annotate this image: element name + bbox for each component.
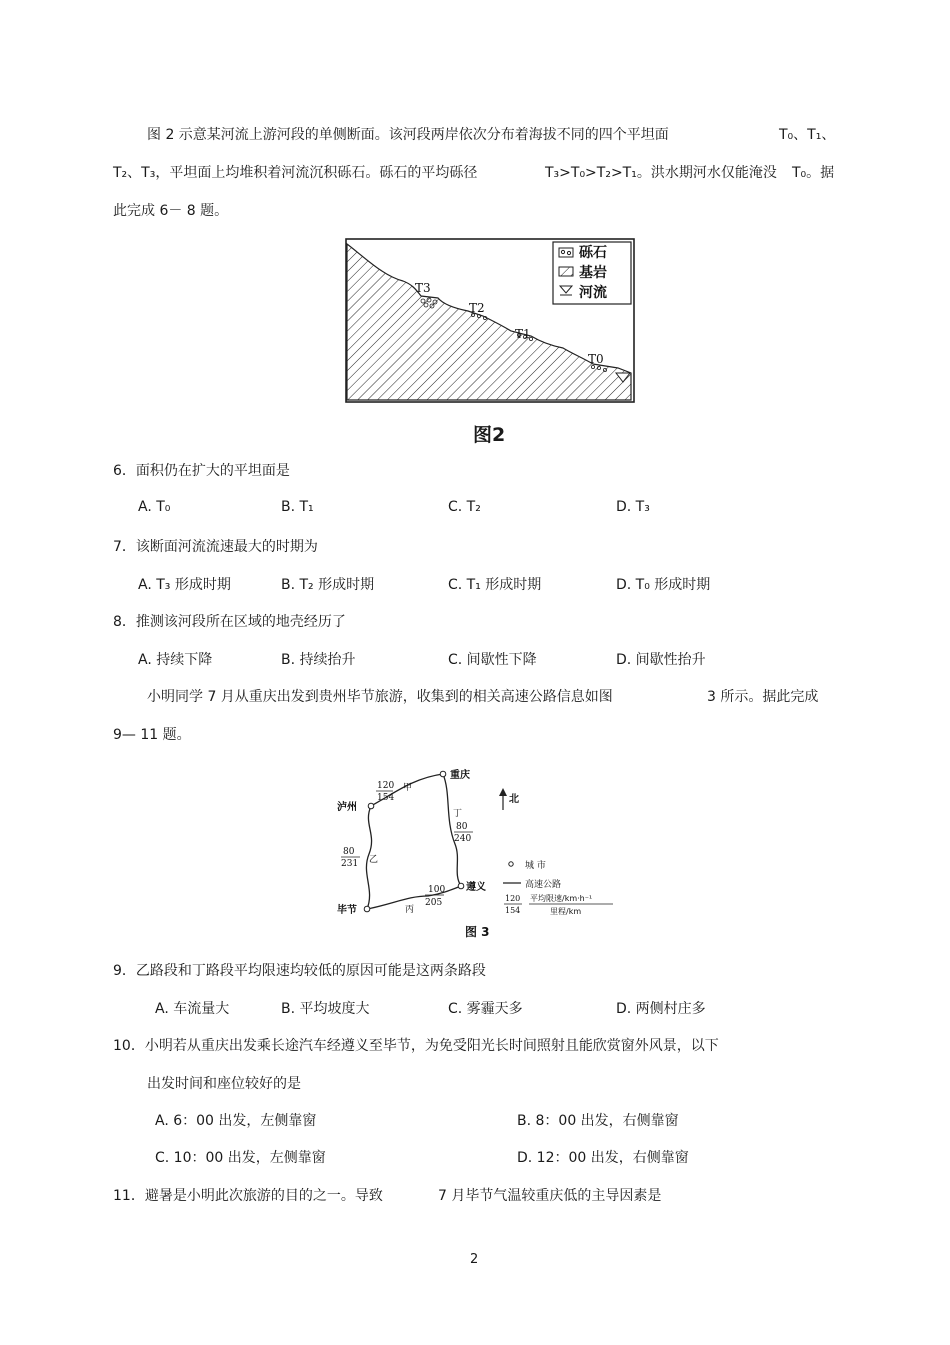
intro-line-1-tail: T₀、T₁、 [779, 127, 836, 143]
road-yi-speed: 80 [343, 847, 355, 857]
question-11-stem: 11．避暑是小明此次旅游的目的之一。导致 [113, 1188, 383, 1204]
city-luzhou-dot [368, 803, 374, 809]
q8-option-d[interactable]: D. 间歇性抬升 [616, 652, 706, 668]
q7-option-a[interactable]: A. T₃ 形成时期 [138, 577, 231, 593]
legend-city-icon [509, 862, 513, 866]
road-jia-name: 甲 [403, 783, 413, 793]
figure-3-highway-map [333, 764, 623, 944]
question-10-stem: 10．小明若从重庆出发乘长途汽车经遵义至毕节，为免受阳光长时间照射且能欣赏窗外风景，以下 [113, 1038, 719, 1054]
road-ding-speed: 80 [456, 822, 468, 832]
intro-line-1: 图 2 示意某河流上游河段的单侧断面。该河段两岸依次分布着海拔不同的四个平坦面 [147, 127, 669, 143]
q9-option-a[interactable]: A. 车流量大 [155, 1001, 230, 1017]
question-10-stem-2: 出发时间和座位较好的是 [147, 1076, 301, 1092]
city-bijie-label: 毕节 [337, 905, 357, 916]
legend-dist-label: 里程/km [550, 907, 582, 916]
road-ding-name: 丁 [453, 809, 463, 819]
intro2-line-1b: 3 所示。据此完成 [707, 689, 819, 705]
city-chongqing-dot [440, 771, 446, 777]
q9-option-c[interactable]: C. 雾霾天多 [448, 1001, 523, 1017]
intro2-line-2: 9— 11 题。 [113, 727, 191, 743]
legend-speed-label: 平均限速/km·h⁻¹ [530, 894, 593, 903]
road-yi-name: 乙 [369, 855, 379, 865]
q9-option-b[interactable]: B. 平均坡度大 [281, 1001, 370, 1017]
intro-line-2a: T₂、T₃，平坦面上均堆积着河流沉积砾石。砾石的平均砾径 [113, 165, 478, 181]
q10-option-a[interactable]: A. 6：00 出发，左侧靠窗 [155, 1113, 317, 1129]
q6-option-b[interactable]: B. T₁ [281, 499, 314, 515]
road-bing-distance: 205 [425, 898, 443, 908]
legend-bedrock-label: 基岩 [579, 265, 607, 281]
city-chongqing-label: 重庆 [450, 770, 470, 781]
legend-bedrock-icon [559, 267, 573, 276]
road-bing-name: 丙 [405, 905, 415, 915]
road-jia-speed: 120 [377, 781, 395, 791]
intro-line-2c: T₀。据 [792, 165, 835, 181]
figure-2-caption: 图2 [473, 424, 506, 446]
q6-option-a[interactable]: A. T₀ [138, 499, 171, 515]
q9-option-d[interactable]: D. 两侧村庄多 [616, 1001, 706, 1017]
q8-option-c[interactable]: C. 间歇性下降 [448, 652, 537, 668]
intro-line-2b: T₃>T₀>T₂>T₁。洪水期河水仅能淹没 [545, 165, 777, 181]
label-t2: T2 [469, 301, 485, 315]
q8-option-b[interactable]: B. 持续抬升 [281, 652, 356, 668]
city-bijie-dot [364, 906, 370, 912]
intro-line-3: 此完成 6－ 8 题。 [113, 203, 229, 219]
question-9-stem: 9．乙路段和丁路段平均限速均较低的原因可能是这两条路段 [113, 963, 486, 979]
q8-option-a[interactable]: A. 持续下降 [138, 652, 213, 668]
q7-option-c[interactable]: C. T₁ 形成时期 [448, 577, 542, 593]
legend-num-bottom: 154 [505, 906, 521, 915]
city-zunyi-label: 遵义 [466, 882, 486, 893]
legend-city-label: 城 市 [525, 861, 546, 871]
road-bing-speed: 100 [428, 885, 446, 895]
q6-option-c[interactable]: C. T₂ [448, 499, 481, 515]
q10-option-b[interactable]: B. 8：00 出发，右侧靠窗 [517, 1113, 679, 1129]
legend-river-label: 河流 [579, 285, 607, 301]
figure-3-caption: 图 3 [465, 925, 490, 939]
question-7-stem: 7．该断面河流流速最大的时期为 [113, 539, 318, 555]
q7-option-b[interactable]: B. T₂ 形成时期 [281, 577, 375, 593]
q6-option-d[interactable]: D. T₃ [616, 499, 650, 515]
legend-road-label: 高速公路 [525, 880, 562, 890]
label-t3: T3 [415, 281, 431, 295]
q10-option-d[interactable]: D. 12：00 出发，右侧靠窗 [517, 1150, 689, 1166]
page-number: 2 [470, 1252, 479, 1267]
label-t1: T1 [515, 327, 531, 341]
q10-option-c[interactable]: C. 10：00 出发，左侧靠窗 [155, 1150, 326, 1166]
question-8-stem: 8．推测该河段所在区域的地壳经历了 [113, 614, 346, 630]
road-yi-distance: 231 [341, 859, 359, 869]
north-label: 北 [509, 794, 519, 805]
road-ding-distance: 240 [454, 834, 472, 844]
q7-option-d[interactable]: D. T₀ 形成时期 [616, 577, 711, 593]
figure-2-river-profile [343, 236, 638, 406]
city-zunyi-dot [458, 883, 464, 889]
label-t0: T0 [588, 352, 604, 366]
city-luzhou-label: 泸州 [337, 802, 357, 813]
question-11-stem-b: 7 月毕节气温较重庆低的主导因素是 [438, 1188, 662, 1204]
legend-num-top: 120 [505, 894, 521, 903]
road-jia-distance: 154 [377, 793, 395, 803]
legend-gravel-label: 砾石 [579, 245, 607, 261]
question-6-stem: 6．面积仍在扩大的平坦面是 [113, 463, 290, 479]
intro2-line-1a: 小明同学 7 月从重庆出发到贵州毕节旅游，收集到的相关高速公路信息如图 [147, 689, 613, 705]
